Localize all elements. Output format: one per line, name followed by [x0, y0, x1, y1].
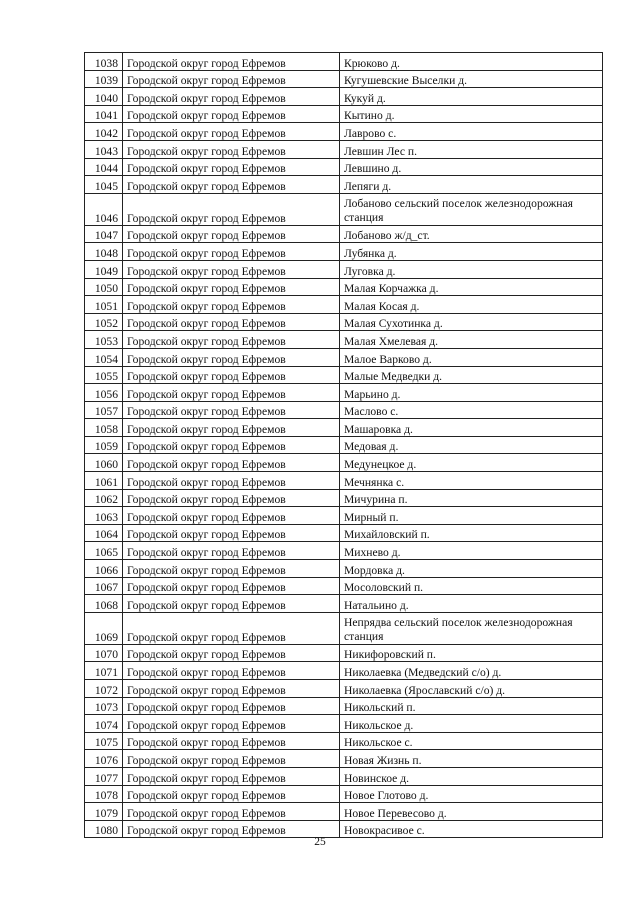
table-row [85, 595, 603, 613]
row-number-cell: 1046 [85, 193, 123, 225]
municipality-cell: Городской округ город Ефремов [123, 662, 340, 680]
table-row [85, 489, 603, 507]
settlement-cell: Новокрасивое с. [340, 820, 603, 838]
row-number-cell: 1065 [85, 542, 123, 560]
municipality-cell: Городской округ город Ефремов [123, 123, 340, 141]
table-row [85, 524, 603, 542]
municipality-cell: Городской округ город Ефремов [123, 732, 340, 750]
table-row [85, 401, 603, 419]
settlements-table-container [84, 52, 602, 838]
table-row [85, 140, 603, 158]
row-number-cell: 1057 [85, 401, 123, 419]
municipality-cell: Городской округ город Ефремов [123, 278, 340, 296]
municipality-cell: Городской округ город Ефремов [123, 436, 340, 454]
settlement-cell: Левшин Лес п. [340, 140, 603, 158]
settlement-cell: Малая Корчажка д. [340, 278, 603, 296]
row-number-cell: 1052 [85, 313, 123, 331]
row-number-cell: 1060 [85, 454, 123, 472]
table-row [85, 419, 603, 437]
row-number-cell: 1075 [85, 732, 123, 750]
settlement-cell: Никольское д. [340, 715, 603, 733]
row-number-cell: 1043 [85, 140, 123, 158]
municipality-cell: Городской округ город Ефремов [123, 472, 340, 490]
row-number-cell: 1066 [85, 560, 123, 578]
row-number-cell: 1062 [85, 489, 123, 507]
settlement-cell: Малые Медведки д. [340, 366, 603, 384]
table-row [85, 472, 603, 490]
row-number-cell: 1048 [85, 243, 123, 261]
settlement-cell: Мосоловский п. [340, 577, 603, 595]
settlement-cell: Лобаново ж/д_ст. [340, 225, 603, 243]
settlements-table-body [85, 53, 603, 838]
settlement-cell: Малая Хмелевая д. [340, 331, 603, 349]
row-number-cell: 1074 [85, 715, 123, 733]
settlement-cell: Кытино д. [340, 105, 603, 123]
settlement-cell: Медовая д. [340, 436, 603, 454]
row-number-cell: 1055 [85, 366, 123, 384]
settlement-cell: Новое Перевесово д. [340, 803, 603, 821]
table-row [85, 680, 603, 698]
row-number-cell: 1053 [85, 331, 123, 349]
row-number-cell: 1069 [85, 612, 123, 644]
settlement-cell: Непрядва сельский поселок железнодорожная станция [340, 612, 603, 644]
row-number-cell: 1058 [85, 419, 123, 437]
settlement-cell: Новое Глотово д. [340, 785, 603, 803]
settlement-cell: Натальино д. [340, 595, 603, 613]
row-number-cell: 1041 [85, 105, 123, 123]
municipality-cell: Городской округ город Ефремов [123, 140, 340, 158]
settlement-cell: Кугушевские Выселки д. [340, 70, 603, 88]
row-number-cell: 1045 [85, 176, 123, 194]
municipality-cell: Городской округ город Ефремов [123, 454, 340, 472]
row-number-cell: 1063 [85, 507, 123, 525]
table-row [85, 123, 603, 141]
municipality-cell: Городской округ город Ефремов [123, 158, 340, 176]
table-row [85, 697, 603, 715]
table-row [85, 225, 603, 243]
settlement-cell: Машаровка д. [340, 419, 603, 437]
municipality-cell: Городской округ город Ефремов [123, 401, 340, 419]
table-row [85, 296, 603, 314]
municipality-cell: Городской округ город Ефремов [123, 644, 340, 662]
municipality-cell: Городской округ город Ефремов [123, 296, 340, 314]
row-number-cell: 1064 [85, 524, 123, 542]
settlement-cell: Лепяги д. [340, 176, 603, 194]
settlement-cell: Луговка д. [340, 260, 603, 278]
table-row [85, 278, 603, 296]
settlement-cell: Лубянка д. [340, 243, 603, 261]
municipality-cell: Городской округ город Ефремов [123, 507, 340, 525]
row-number-cell: 1042 [85, 123, 123, 141]
municipality-cell: Городской округ город Ефремов [123, 489, 340, 507]
settlement-cell: Николаевка (Ярославский с/о) д. [340, 680, 603, 698]
municipality-cell: Городской округ город Ефремов [123, 542, 340, 560]
row-number-cell: 1047 [85, 225, 123, 243]
table-row [85, 53, 603, 71]
table-row [85, 612, 603, 644]
municipality-cell: Городской округ город Ефремов [123, 176, 340, 194]
municipality-cell: Городской округ город Ефремов [123, 88, 340, 106]
settlement-cell: Лаврово с. [340, 123, 603, 141]
settlements-table [84, 52, 603, 838]
municipality-cell: Городской округ город Ефремов [123, 820, 340, 838]
row-number-cell: 1078 [85, 785, 123, 803]
row-number-cell: 1076 [85, 750, 123, 768]
table-row [85, 193, 603, 225]
municipality-cell: Городской округ город Ефремов [123, 767, 340, 785]
row-number-cell: 1056 [85, 384, 123, 402]
municipality-cell: Городской округ город Ефремов [123, 105, 340, 123]
settlement-cell: Никольское с. [340, 732, 603, 750]
table-row [85, 507, 603, 525]
table-row [85, 70, 603, 88]
municipality-cell: Городской округ город Ефремов [123, 313, 340, 331]
table-row [85, 88, 603, 106]
row-number-cell: 1050 [85, 278, 123, 296]
settlement-cell: Мордовка д. [340, 560, 603, 578]
settlement-cell: Лобаново сельский поселок железнодорожная станция [340, 193, 603, 225]
municipality-cell: Городской округ город Ефремов [123, 595, 340, 613]
table-row [85, 767, 603, 785]
settlement-cell: Маслово с. [340, 401, 603, 419]
municipality-cell: Городской округ город Ефремов [123, 260, 340, 278]
municipality-cell: Городской округ город Ефремов [123, 697, 340, 715]
settlement-cell: Мечнянка с. [340, 472, 603, 490]
table-row [85, 454, 603, 472]
municipality-cell: Городской округ город Ефремов [123, 577, 340, 595]
municipality-cell: Городской округ город Ефремов [123, 750, 340, 768]
municipality-cell: Городской округ город Ефремов [123, 715, 340, 733]
settlement-cell: Малая Сухотинка д. [340, 313, 603, 331]
row-number-cell: 1040 [85, 88, 123, 106]
table-row [85, 715, 603, 733]
row-number-cell: 1071 [85, 662, 123, 680]
municipality-cell: Городской округ город Ефремов [123, 612, 340, 644]
settlement-cell: Михнево д. [340, 542, 603, 560]
settlement-cell: Марьино д. [340, 384, 603, 402]
row-number-cell: 1049 [85, 260, 123, 278]
row-number-cell: 1038 [85, 53, 123, 71]
settlement-cell: Мирный п. [340, 507, 603, 525]
settlement-cell: Николаевка (Медведский с/о) д. [340, 662, 603, 680]
table-row [85, 644, 603, 662]
row-number-cell: 1067 [85, 577, 123, 595]
row-number-cell: 1044 [85, 158, 123, 176]
table-row [85, 158, 603, 176]
table-row [85, 105, 603, 123]
table-row [85, 366, 603, 384]
municipality-cell: Городской округ город Ефремов [123, 53, 340, 71]
municipality-cell: Городской округ город Ефремов [123, 243, 340, 261]
table-row [85, 313, 603, 331]
table-row [85, 732, 603, 750]
municipality-cell: Городской округ город Ефремов [123, 70, 340, 88]
row-number-cell: 1068 [85, 595, 123, 613]
row-number-cell: 1039 [85, 70, 123, 88]
table-row [85, 662, 603, 680]
row-number-cell: 1072 [85, 680, 123, 698]
table-row [85, 331, 603, 349]
table-row [85, 785, 603, 803]
municipality-cell: Городской округ город Ефремов [123, 193, 340, 225]
settlement-cell: Крюково д. [340, 53, 603, 71]
table-row [85, 542, 603, 560]
row-number-cell: 1073 [85, 697, 123, 715]
municipality-cell: Городской округ город Ефремов [123, 331, 340, 349]
row-number-cell: 1061 [85, 472, 123, 490]
municipality-cell: Городской округ город Ефремов [123, 680, 340, 698]
table-row [85, 803, 603, 821]
settlement-cell: Кукуй д. [340, 88, 603, 106]
table-row [85, 243, 603, 261]
municipality-cell: Городской округ город Ефремов [123, 524, 340, 542]
table-row [85, 436, 603, 454]
settlement-cell: Михайловский п. [340, 524, 603, 542]
page-number: 25 [314, 836, 326, 848]
settlement-cell: Левшино д. [340, 158, 603, 176]
municipality-cell: Городской округ город Ефремов [123, 384, 340, 402]
municipality-cell: Городской округ город Ефремов [123, 785, 340, 803]
row-number-cell: 1054 [85, 348, 123, 366]
table-row [85, 348, 603, 366]
settlement-cell: Малое Варково д. [340, 348, 603, 366]
settlement-cell: Никольский п. [340, 697, 603, 715]
settlement-cell: Малая Косая д. [340, 296, 603, 314]
table-row [85, 560, 603, 578]
municipality-cell: Городской округ город Ефремов [123, 348, 340, 366]
municipality-cell: Городской округ город Ефремов [123, 803, 340, 821]
row-number-cell: 1080 [85, 820, 123, 838]
settlement-cell: Медунецкое д. [340, 454, 603, 472]
municipality-cell: Городской округ город Ефремов [123, 560, 340, 578]
municipality-cell: Городской округ город Ефремов [123, 225, 340, 243]
settlement-cell: Новая Жизнь п. [340, 750, 603, 768]
municipality-cell: Городской округ город Ефремов [123, 366, 340, 384]
table-row [85, 577, 603, 595]
row-number-cell: 1051 [85, 296, 123, 314]
settlement-cell: Мичурина п. [340, 489, 603, 507]
table-row [85, 750, 603, 768]
table-row [85, 176, 603, 194]
row-number-cell: 1077 [85, 767, 123, 785]
row-number-cell: 1079 [85, 803, 123, 821]
table-row [85, 260, 603, 278]
table-row [85, 384, 603, 402]
municipality-cell: Городской округ город Ефремов [123, 419, 340, 437]
settlement-cell: Никифоровский п. [340, 644, 603, 662]
row-number-cell: 1070 [85, 644, 123, 662]
row-number-cell: 1059 [85, 436, 123, 454]
settlement-cell: Новинское д. [340, 767, 603, 785]
